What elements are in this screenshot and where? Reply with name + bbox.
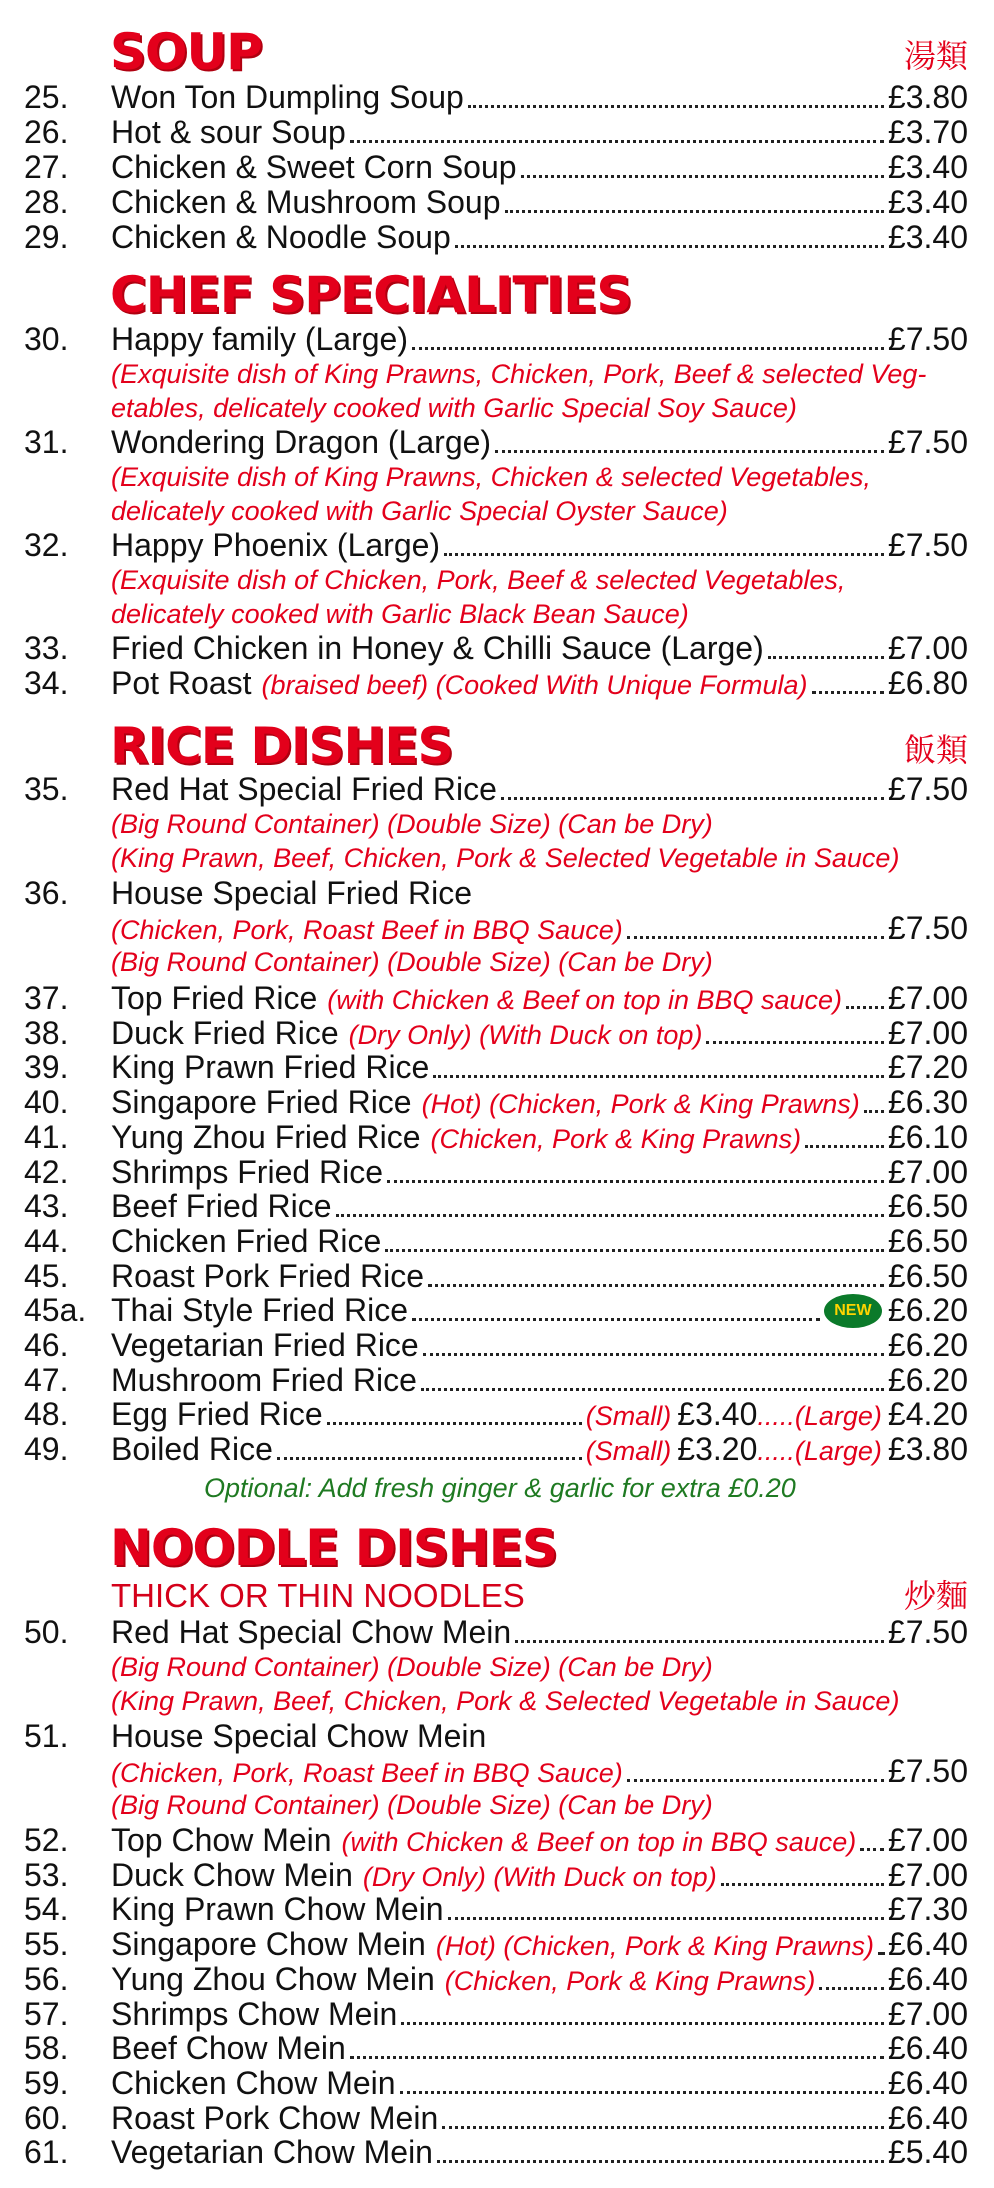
item-description: etables, delicately cooked with Garlic Special Soy Sauce) xyxy=(111,393,797,423)
item-number: 36. xyxy=(24,875,69,911)
menu-item xyxy=(0,1155,994,1190)
item-name: Chicken & Mushroom Soup xyxy=(111,184,501,220)
item-number: 44. xyxy=(24,1222,69,1259)
menu-item xyxy=(0,666,994,701)
item-name: House Special Fried Rice xyxy=(111,875,473,911)
leader-dots xyxy=(495,450,884,453)
item-number: 48. xyxy=(24,1396,69,1432)
menu-item xyxy=(0,1823,994,1858)
leader-dots xyxy=(412,1318,820,1321)
small-price: £3.40 xyxy=(677,1396,758,1432)
item-name: Hot & sour Soup xyxy=(111,114,346,150)
item-number: 53. xyxy=(24,1856,69,1893)
item-name: Beef Chow Mein xyxy=(111,2030,346,2067)
leader-dots xyxy=(336,1214,884,1217)
item-price: £6.50 xyxy=(887,1257,968,1294)
item-price: £7.00 xyxy=(887,1014,968,1051)
section-chinese-title: 炒麵 xyxy=(903,1577,968,1615)
item-number: 40. xyxy=(24,1084,69,1121)
item-name: Red Hat Special Fried Rice xyxy=(111,771,497,807)
item-name: Red Hat Special Chow Mein xyxy=(111,1614,512,1650)
item-price: £7.50 xyxy=(887,424,968,460)
small-price: £3.20 xyxy=(677,1431,758,1467)
leader-dots xyxy=(878,1952,884,1955)
leader-dots xyxy=(433,1075,884,1078)
item-name: Pot Roast xyxy=(111,665,252,701)
leader-dots xyxy=(768,656,884,659)
leader-dots xyxy=(442,2126,884,2129)
leader-dots xyxy=(428,1284,884,1287)
large-price: £3.80 xyxy=(887,1431,968,1467)
item-name: Singapore Chow Mein xyxy=(111,1926,426,1963)
item-description: (Big Round Container) (Double Size) (Can be Dry) xyxy=(111,1652,713,1682)
item-name: Happy family (Large) xyxy=(111,321,408,357)
leader-dots xyxy=(521,175,884,178)
item-price: £7.50 xyxy=(887,771,968,807)
menu-item xyxy=(0,1997,994,2032)
section-title: CHEF SPECIALITIES xyxy=(110,266,632,324)
item-price: £3.40 xyxy=(887,219,968,255)
menu-item xyxy=(0,150,994,185)
menu-item xyxy=(0,80,994,115)
item-number: 59. xyxy=(24,2064,69,2101)
menu-item xyxy=(0,1615,994,1650)
leader-dots xyxy=(350,2056,884,2059)
menu-item xyxy=(0,2066,994,2101)
item-name: Egg Fried Rice xyxy=(111,1396,323,1432)
leader-dots xyxy=(864,1110,884,1113)
item-number: 60. xyxy=(24,2099,69,2136)
item-description: (Exquisite dish of King Prawns, Chicken, Pork, Beef & selected Veg- xyxy=(111,359,927,389)
menu-item xyxy=(0,1719,994,1754)
section-title: RICE DISHES xyxy=(110,717,453,775)
leader-dots xyxy=(627,936,884,939)
item-price: £6.10 xyxy=(887,1118,968,1155)
item-description: (Big Round Container) (Double Size) (Can be Dry) xyxy=(111,1790,713,1820)
item-note: (Chicken, Pork & King Prawns) xyxy=(430,1123,802,1154)
item-note: (with Chicken & Beef on top in BBQ sauce) xyxy=(327,985,843,1015)
item-number: 49. xyxy=(24,1431,69,1467)
item-name: Singapore Fried Rice xyxy=(111,1084,412,1121)
item-price: £7.50 xyxy=(887,527,968,563)
item-price: £7.50 xyxy=(887,321,968,357)
item-name: Yung Zhou Chow Mein xyxy=(111,1960,435,1997)
item-number: 47. xyxy=(24,1361,69,1398)
item-price: £6.20 xyxy=(887,1361,968,1398)
leader-dots xyxy=(468,105,884,108)
item-name: Chicken & Sweet Corn Soup xyxy=(111,149,517,185)
section-title: SOUP xyxy=(110,23,262,81)
menu-item xyxy=(0,2101,994,2136)
menu-item xyxy=(0,1858,994,1893)
item-price: £7.50 xyxy=(887,1614,968,1650)
leader-dots xyxy=(819,1987,884,1990)
leader-dots xyxy=(277,1457,582,1460)
item-number: 58. xyxy=(24,2030,69,2067)
item-name: Beef Fried Rice xyxy=(111,1188,332,1225)
section-subtitle: THICK OR THIN NOODLES xyxy=(111,1577,525,1614)
item-name: Vegetarian Chow Mein xyxy=(111,2134,433,2171)
leader-dots xyxy=(444,553,884,556)
item-number: 32. xyxy=(24,527,69,563)
leader-dots xyxy=(455,245,884,248)
item-number: 39. xyxy=(24,1049,69,1086)
menu-item xyxy=(0,981,994,1016)
item-number: 45a. xyxy=(24,1292,87,1329)
item-description: (Big Round Container) (Double Size) (Can be Dry) xyxy=(111,809,713,839)
item-description: (Chicken, Pork, Roast Beef in BBQ Sauce) xyxy=(111,1758,623,1788)
chef-header xyxy=(0,263,994,323)
menu-item xyxy=(0,2135,994,2170)
item-note: (Hot) (Chicken, Pork & King Prawns) xyxy=(421,1089,860,1120)
item-note: (with Chicken & Beef on top in BBQ sauce) xyxy=(341,1827,857,1857)
menu-item xyxy=(0,185,994,220)
leader-dots xyxy=(448,1917,884,1920)
item-name: Happy Phoenix (Large) xyxy=(111,527,441,563)
item-number: 38. xyxy=(24,1014,69,1051)
item-name: Boiled Rice xyxy=(111,1431,273,1467)
menu-item xyxy=(0,1050,994,1085)
item-price: £3.40 xyxy=(887,184,968,220)
leader-dots xyxy=(401,2022,884,2025)
item-number: 35. xyxy=(24,771,69,807)
menu-item xyxy=(0,1892,994,1927)
large-label: .....(Large) xyxy=(757,1401,882,1431)
item-description: (King Prawn, Beef, Chicken, Pork & Selected Vegetable in Sauce) xyxy=(111,1686,900,1716)
item-price: £6.80 xyxy=(887,665,968,701)
leader-dots xyxy=(501,797,884,800)
item-price: £6.50 xyxy=(887,1188,968,1225)
item-number: 29. xyxy=(24,219,69,255)
item-number: 34. xyxy=(24,665,69,701)
item-note: (Chicken, Pork & King Prawns) xyxy=(444,1965,816,1996)
leader-dots xyxy=(812,691,884,694)
menu-item xyxy=(0,1432,994,1467)
item-price: £6.40 xyxy=(887,2030,968,2067)
item-number: 55. xyxy=(24,1926,69,1963)
item-number: 52. xyxy=(24,1822,69,1858)
item-name: Yung Zhou Fried Rice xyxy=(111,1118,421,1155)
menu-item xyxy=(0,2031,994,2066)
menu-item xyxy=(0,1927,994,1962)
item-name: Top Chow Mein xyxy=(111,1822,332,1858)
item-name: King Prawn Chow Mein xyxy=(111,1891,444,1928)
menu-item xyxy=(0,528,994,563)
item-price: £6.50 xyxy=(887,1222,968,1259)
item-name: Won Ton Dumpling Soup xyxy=(111,79,464,115)
item-description: (King Prawn, Beef, Chicken, Pork & Selected Vegetable in Sauce) xyxy=(111,843,900,873)
item-number: 45. xyxy=(24,1257,69,1294)
menu-item xyxy=(0,1016,994,1051)
item-name: Roast Pork Fried Rice xyxy=(111,1257,424,1294)
menu-item xyxy=(0,1224,994,1259)
section-chinese-title: 飯類 xyxy=(903,731,968,769)
item-name: Chicken Fried Rice xyxy=(111,1222,382,1259)
item-name: Shrimps Fried Rice xyxy=(111,1153,384,1190)
menu-item xyxy=(0,1363,994,1398)
leader-dots xyxy=(421,1388,884,1391)
item-price: £6.40 xyxy=(887,2099,968,2136)
item-number: 41. xyxy=(24,1118,69,1155)
menu-item xyxy=(0,1293,994,1328)
new-badge: NEW xyxy=(824,1294,882,1328)
leader-dots xyxy=(412,347,884,350)
item-description-row xyxy=(111,1754,968,1788)
item-number: 30. xyxy=(24,321,69,357)
menu-item xyxy=(0,1120,994,1155)
item-price: £5.40 xyxy=(887,2134,968,2171)
item-name: House Special Chow Mein xyxy=(111,1718,487,1754)
leader-dots xyxy=(846,1006,884,1009)
item-number: 43. xyxy=(24,1188,69,1225)
item-description: (Exquisite dish of Chicken, Pork, Beef & selected Vegetables, xyxy=(111,565,846,595)
item-note: (Dry Only) (With Duck on top) xyxy=(348,1019,703,1050)
item-number: 28. xyxy=(24,184,69,220)
leader-dots xyxy=(423,1353,884,1356)
item-name: Wondering Dragon (Large) xyxy=(111,424,492,460)
leader-dots xyxy=(627,1779,884,1782)
leader-dots xyxy=(387,1180,884,1183)
item-name: Roast Pork Chow Mein xyxy=(111,2099,439,2136)
item-price: £3.80 xyxy=(887,79,968,115)
item-note: (Dry Only) (With Duck on top) xyxy=(362,1861,717,1892)
menu-item xyxy=(0,322,994,357)
item-name: Fried Chicken in Honey & Chilli Sauce (Large) xyxy=(111,630,764,666)
item-price: £7.00 xyxy=(887,1856,968,1893)
item-price: £6.30 xyxy=(887,1084,968,1121)
item-number: 33. xyxy=(24,630,69,666)
item-price: £6.20 xyxy=(887,1327,968,1363)
item-number: 56. xyxy=(24,1960,69,1997)
menu-item xyxy=(0,1397,994,1432)
leader-dots xyxy=(400,2091,884,2094)
item-price: £3.70 xyxy=(887,114,968,150)
leader-dots xyxy=(327,1422,582,1425)
item-name: Duck Fried Rice xyxy=(111,1014,339,1051)
item-name: King Prawn Fried Rice xyxy=(111,1049,430,1086)
item-note: (Hot) (Chicken, Pork & King Prawns) xyxy=(435,1931,874,1962)
item-price: £7.00 xyxy=(887,630,968,666)
item-price: £3.40 xyxy=(887,149,968,185)
menu-item xyxy=(0,631,994,666)
item-price: £6.40 xyxy=(887,2064,968,2101)
item-note: (braised beef) (Cooked With Unique Formula) xyxy=(261,670,808,700)
item-name: Chicken Chow Mein xyxy=(111,2064,396,2101)
menu-item xyxy=(0,1962,994,1997)
item-number: 26. xyxy=(24,114,69,150)
leader-dots xyxy=(805,1145,884,1148)
soup-header xyxy=(0,20,994,80)
menu-item xyxy=(0,115,994,150)
item-price: £7.00 xyxy=(887,1822,968,1858)
item-name: Thai Style Fried Rice xyxy=(111,1292,408,1329)
item-price: £7.50 xyxy=(887,1753,968,1789)
menu-item xyxy=(0,1328,994,1363)
menu-item xyxy=(0,1259,994,1294)
item-number: 50. xyxy=(24,1614,69,1650)
leader-dots xyxy=(706,1041,883,1044)
item-price: £7.20 xyxy=(887,1049,968,1086)
menu-item xyxy=(0,876,994,911)
item-price: £7.00 xyxy=(887,980,968,1016)
item-price: £6.20 xyxy=(887,1292,968,1329)
section-chinese-title: 湯類 xyxy=(903,37,968,75)
large-price: £4.20 xyxy=(887,1396,968,1432)
item-price: £7.30 xyxy=(887,1891,968,1928)
section-title: NOODLE DISHES xyxy=(110,1519,557,1577)
item-price: £7.50 xyxy=(887,910,968,946)
leader-dots xyxy=(437,2160,884,2163)
item-number: 25. xyxy=(24,79,69,115)
item-name: Mushroom Fried Rice xyxy=(111,1361,417,1398)
item-number: 54. xyxy=(24,1891,69,1928)
item-description: delicately cooked with Garlic Special Oyster Sauce) xyxy=(111,496,728,526)
menu-item xyxy=(0,220,994,255)
item-description: (Big Round Container) (Double Size) (Can be Dry) xyxy=(111,947,713,977)
optional-note: Optional: Add fresh ginger & garlic for extra £0.20 xyxy=(204,1473,796,1503)
item-description-row xyxy=(111,911,968,945)
item-number: 27. xyxy=(24,149,69,185)
leader-dots xyxy=(350,140,884,143)
item-number: 31. xyxy=(24,424,69,460)
item-name: Chicken & Noodle Soup xyxy=(111,219,451,255)
menu-item xyxy=(0,772,994,807)
item-number: 42. xyxy=(24,1153,69,1190)
leader-dots xyxy=(721,1883,884,1886)
item-number: 46. xyxy=(24,1327,69,1363)
item-name: Duck Chow Mein xyxy=(111,1856,353,1893)
item-number: 57. xyxy=(24,1995,69,2032)
item-name: Vegetarian Fried Rice xyxy=(111,1327,419,1363)
item-number: 61. xyxy=(24,2134,69,2171)
small-label: (Small) xyxy=(585,1436,672,1466)
item-description: (Exquisite dish of King Prawns, Chicken & selected Vegetables, xyxy=(111,462,871,492)
item-price: £7.00 xyxy=(887,1153,968,1190)
item-name: Top Fried Rice xyxy=(111,980,318,1016)
menu-item xyxy=(0,425,994,460)
item-name: Shrimps Chow Mein xyxy=(111,1995,398,2032)
menu-item xyxy=(0,1085,994,1120)
leader-dots xyxy=(385,1249,884,1252)
item-number: 51. xyxy=(24,1718,69,1754)
menu-item xyxy=(0,1189,994,1224)
rice-header xyxy=(0,714,994,774)
leader-dots xyxy=(515,1640,884,1643)
item-number: 37. xyxy=(24,980,69,1016)
small-label: (Small) xyxy=(585,1401,672,1431)
item-price: £6.40 xyxy=(887,1926,969,1963)
item-price: £7.00 xyxy=(887,1995,968,2032)
leader-dots xyxy=(860,1848,884,1851)
item-price: £6.40 xyxy=(887,1960,968,1997)
item-description: delicately cooked with Garlic Black Bean Sauce) xyxy=(111,599,689,629)
large-label: .....(Large) xyxy=(757,1436,882,1466)
leader-dots xyxy=(505,210,884,213)
item-description: (Chicken, Pork, Roast Beef in BBQ Sauce) xyxy=(111,915,623,945)
